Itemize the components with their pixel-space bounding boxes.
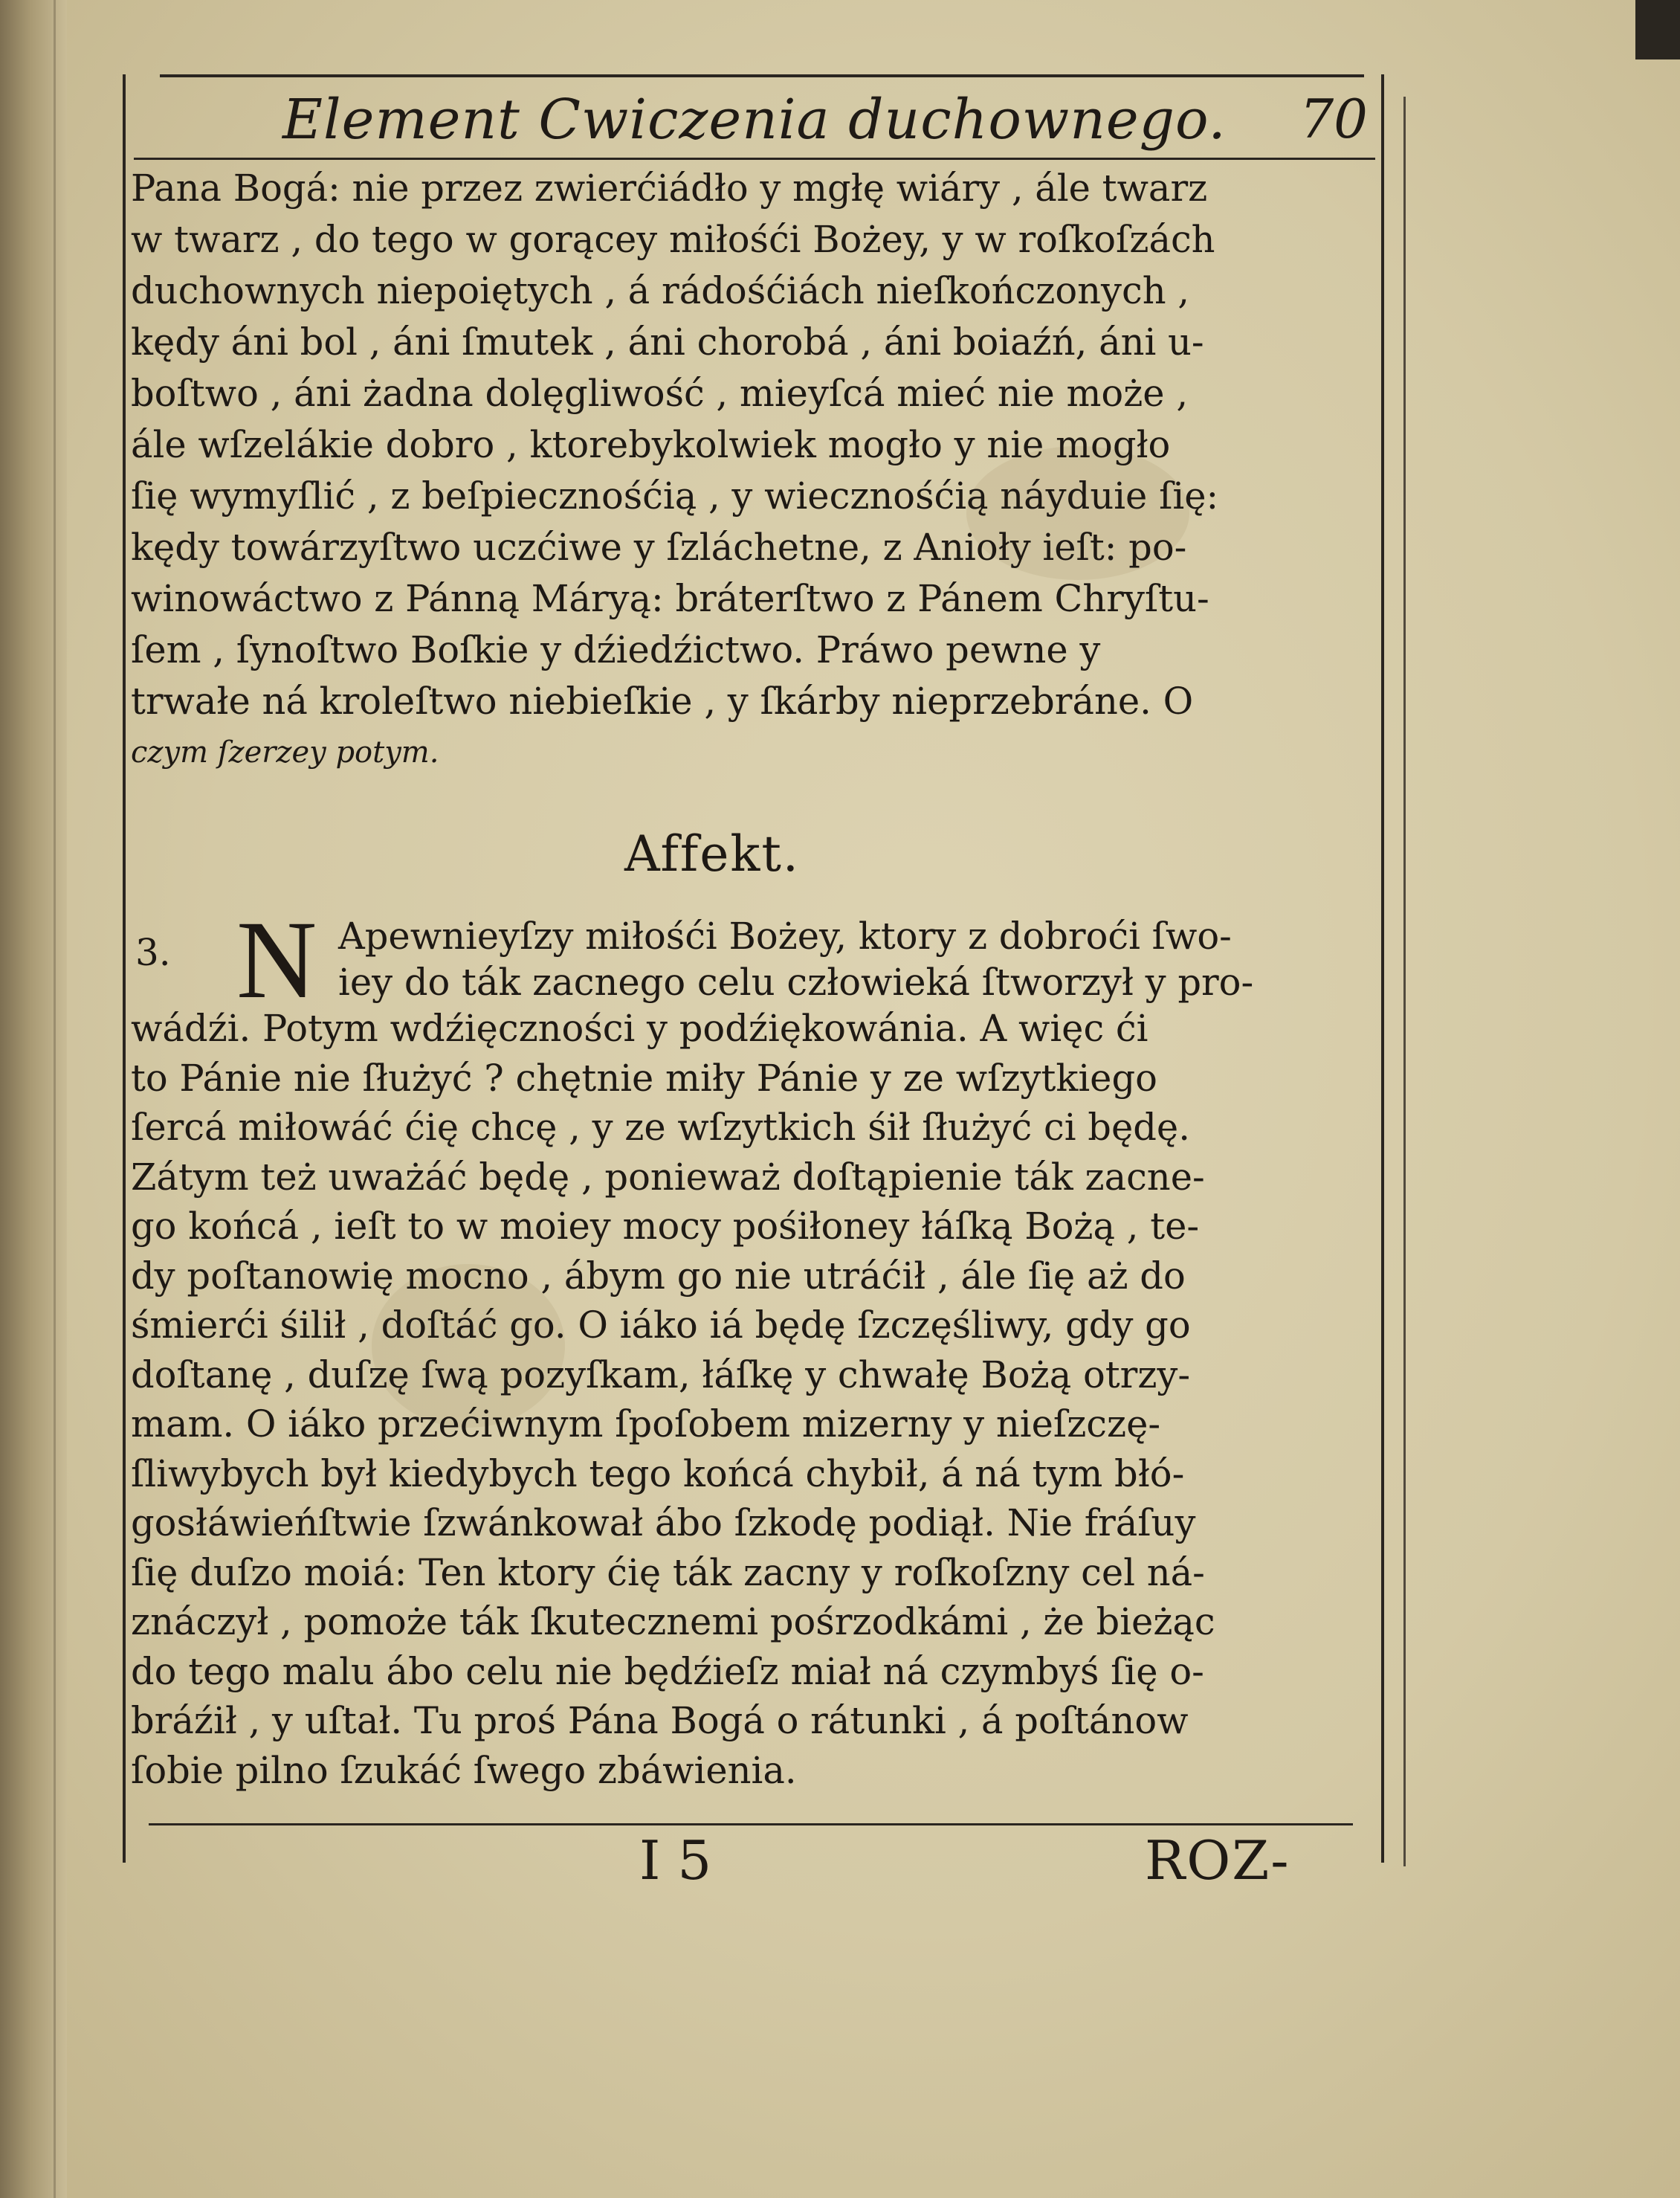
running-header xyxy=(149,88,1368,155)
bottom-rule xyxy=(149,1823,1353,1825)
text-line: ſem , ſynoſtwo Boſkie y dźiedźictwo. Práwo pewne y xyxy=(131,628,1101,671)
text-line: duchownych niepoiętych , á rádośćiách nieſkończonych , xyxy=(131,269,1190,312)
top-rule xyxy=(160,74,1364,77)
text-line: w twarz , do tego w gorącey miłośći Bożey, y w roſkoſzách xyxy=(131,218,1215,261)
running-title: Element Cwiczenia duchownego. xyxy=(282,88,1227,152)
page-corner-shadow xyxy=(1635,0,1680,59)
text-line: boſtwo , áni żadna dolęgliwość , mieyſcá mieć nie może , xyxy=(131,372,1189,415)
text-line: doſtanę , duſzę ſwą pozyſkam, łáſkę y chwałę Bożą otrzy- xyxy=(131,1353,1191,1396)
page-gutter xyxy=(0,0,67,2198)
frame-outer-rule xyxy=(1403,97,1406,1866)
paragraph-number: 3. xyxy=(135,931,171,974)
catchword: ROZ- xyxy=(1145,1829,1290,1892)
text-line: to Pánie nie ſłużyć ? chętnie miły Pánie y ze wſzytkiego xyxy=(131,1056,1157,1100)
text-line: ſobie pilno ſzukáć ſwego zbáwienia. xyxy=(131,1748,797,1792)
header-rule xyxy=(134,158,1375,160)
text-line: mam. O iáko przećiwnym ſpoſobem mizerny y nieſzczę- xyxy=(131,1402,1161,1446)
page-number: 70 xyxy=(1299,88,1368,150)
drop-cap: N xyxy=(236,898,317,1022)
text-line: kędy áni bol , áni ſmutek , áni chorobá , áni boiaźń, áni u- xyxy=(131,320,1204,364)
text-line: znáczył , pomoże ták ſkutecznemi pośrzodkámi , że bieżąc xyxy=(131,1600,1215,1643)
text-line: śmierći śilił , doſtáć go. O iáko iá będę ſzczęśliwy, gdy go xyxy=(131,1303,1191,1347)
section-heading: Affekt. xyxy=(624,825,800,883)
text-line: wádźi. Potym wdźięczności y podźiękowánia. A więc ći xyxy=(131,1007,1148,1050)
text-line: gosłáwieńſtwie ſzwánkował ábo ſzkodę podiął. Nie fráſuy xyxy=(131,1501,1196,1544)
text-line: go końcá , ieſt to w moiey mocy pośiłoney łáſką Bożą , te- xyxy=(131,1205,1200,1248)
text-line: dy poſtanowię mocno , ábym go nie utráćił , ále ſię aż do xyxy=(131,1254,1186,1298)
text-line: ſliwybych był kiedybych tego końcá chybił, á ná tym błó- xyxy=(131,1451,1185,1495)
text-line: kędy towárzyſtwo uczćiwe y ſzláchetne, z Anioły ieſt: po- xyxy=(131,526,1187,569)
text-line: winowáctwo z Pánną Máryą: bráterſtwo z Pánem Chryſtu- xyxy=(131,577,1209,620)
text-line: trwałe ná kroleſtwo niebieſkie , y ſkárby nieprzebráne. O xyxy=(131,680,1194,723)
binding-fold xyxy=(54,0,56,2198)
frame-right-rule xyxy=(1381,74,1384,1863)
signature-mark: I 5 xyxy=(639,1829,712,1892)
text-line: do tego malu ábo celu nie będźieſz miał ná czymbyś ſię o- xyxy=(131,1649,1204,1693)
text-line: ſię duſzo moiá: Ten ktory ćię ták zacny y roſkoſzny cel ná- xyxy=(131,1550,1205,1594)
text-line: ále wſzelákie dobro , ktorebykolwiek mogło y nie mogło xyxy=(131,423,1171,466)
text-line: Apewnieyſzy miłośći Bożey, ktory z dobroći ſwo- xyxy=(338,915,1232,958)
text-line-italic: czym ſzerzey potym. xyxy=(131,735,439,770)
text-line: Pana Bogá: nie przez zwierćiádło y mgłę wiáry , ále twarz xyxy=(131,167,1208,210)
text-line: bráźił , y uſtał. Tu proś Pána Bogá o rátunki , á poſtánow xyxy=(131,1699,1189,1742)
text-line: ſercá miłowáć ćię chcę , y ze wſzytkich śił ſłużyć ci będę. xyxy=(131,1106,1190,1149)
frame-left-rule xyxy=(123,74,126,1863)
text-line: ſię wymyſlić , z beſpiecznośćią , y wiecznośćią náyduie ſię: xyxy=(131,474,1219,518)
text-line: iey do ták zacnego celu człowieká ſtworzył y pro- xyxy=(338,961,1254,1004)
text-line: Zátym też uważáć będę , ponieważ doſtąpienie ták zacne- xyxy=(131,1155,1205,1199)
